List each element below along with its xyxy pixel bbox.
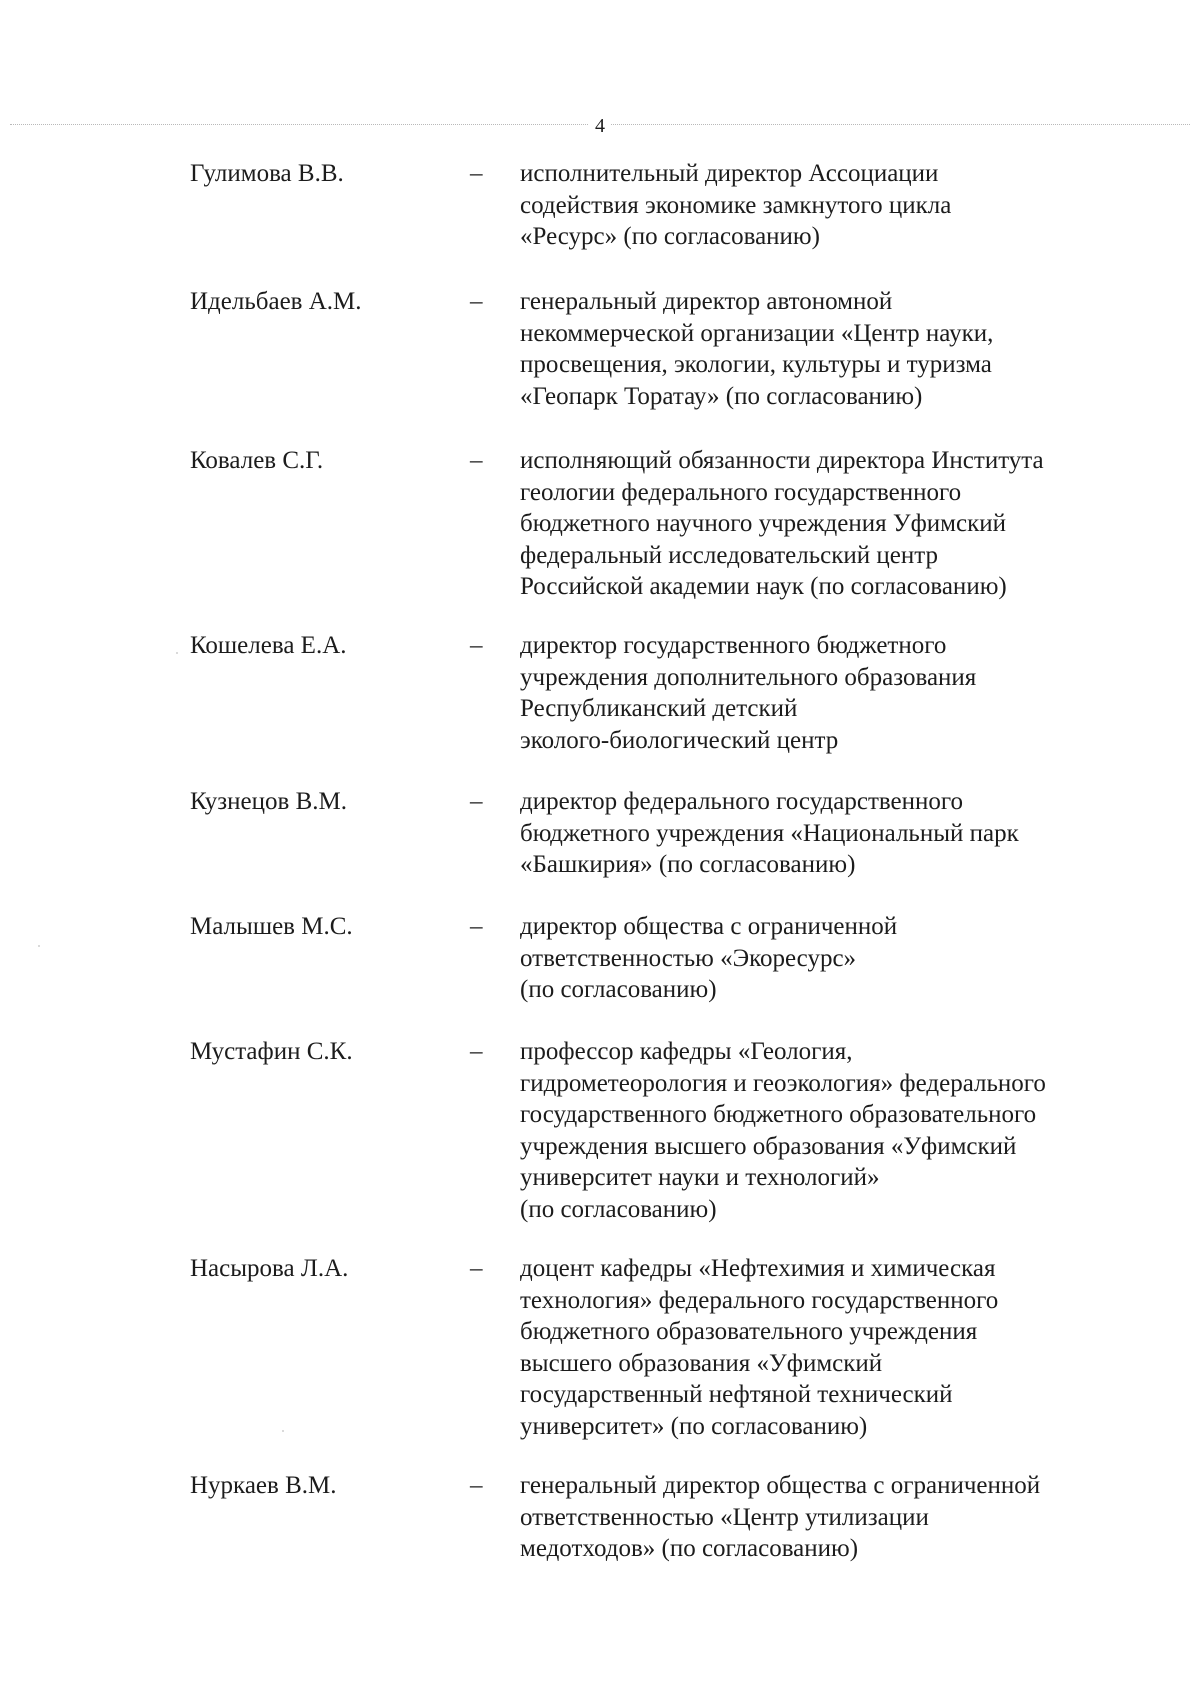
member-role-line: эколого-биологический центр [520,726,839,754]
member-name: Ковалев С.Г. [190,447,324,474]
member-role-line: директор государственного бюджетного [520,632,947,659]
member-role [520,1253,1120,1442]
member-role-line: гидрометеорология и геоэкология» федерального [520,1069,1046,1097]
member-role-line: просвещения, экологии, культуры и туризма [520,351,992,378]
member-dash: – [470,160,483,187]
member-role-line: ответственностью «Центр утилизации [520,1503,929,1531]
member-role-line: ответственностью «Экоресурс» [520,944,857,972]
member-role [520,630,1120,756]
member-role-line: федеральный исследовательский центр [520,541,938,569]
member-role-line: директор общества с ограниченной [520,913,898,940]
member-role-line: государственный нефтяной технический [520,1381,953,1408]
member-role-line: учреждения высшего образования «Уфимский [520,1132,1017,1160]
member-name: Идельбаев А.М. [190,288,362,315]
member-role-line: исполняющий обязанности директора Института [520,447,1044,474]
member-role-line: генеральный директор общества с ограниченной [520,1472,1041,1499]
member-role-line: (по согласованию) [520,1195,717,1223]
member-role-line: Российской академии наук (по согласованию) [520,573,1007,600]
member-role-line: бюджетного образовательного учреждения [520,1318,978,1345]
member-role [520,158,1120,253]
page-number-text: 4 [589,115,611,137]
member-role-line: доцент кафедры «Нефтехимия и химическая [520,1255,996,1282]
member-role-line: государственного бюджетного образовательного [520,1101,1037,1128]
scan-speck [282,1430,284,1432]
member-dash: – [470,1472,483,1499]
member-role-line: учреждения дополнительного образования [520,663,977,691]
member-role-line: Республиканский детский [520,695,798,722]
member-name: Насырова Л.А. [190,1255,349,1282]
member-dash: – [470,288,483,315]
member-name: Мустафин С.К. [190,1038,353,1065]
member-role-line: университет науки и технологий» [520,1164,880,1191]
member-role-line: профессор кафедры «Геология, [520,1038,853,1065]
member-name: Кузнецов В.М. [190,788,347,815]
member-role-line: «Ресурс» (по согласованию) [520,223,820,250]
scan-speck [38,945,40,947]
member-role-line: некоммерческой организации «Центр науки, [520,319,994,347]
member-name: Малышев М.С. [190,913,353,940]
member-role-line: «Башкирия» (по согласованию) [520,851,856,878]
member-role-line: (по согласованию) [520,976,717,1003]
member-name: Кошелева Е.А. [190,632,347,659]
member-role-line: бюджетного учреждения «Национальный парк [520,819,1019,847]
scan-speck [176,652,178,654]
member-role-line: «Геопарк Торатау» (по согласованию) [520,382,923,410]
member-role [520,786,1120,881]
member-role-line: геологии федерального государственного [520,478,962,506]
member-dash: – [470,447,483,474]
member-dash: – [470,913,483,940]
member-role [520,286,1120,412]
member-dash: – [470,1038,483,1065]
member-role [520,1036,1120,1225]
member-dash: – [470,788,483,815]
member-role-line: содействия экономике замкнутого цикла [520,191,952,219]
member-name: Гулимова В.В. [190,160,344,187]
page-number [0,114,1200,138]
member-role-line: медотходов» (по согласованию) [520,1535,859,1562]
member-role [520,911,1120,1006]
member-dash: – [470,632,483,659]
member-role-line: технология» федерального государственного [520,1286,999,1314]
member-role [520,445,1120,603]
member-role-line: директор федерального государственного [520,788,964,815]
member-role-line: генеральный директор автономной [520,288,893,315]
member-role-line: высшего образования «Уфимский [520,1349,883,1377]
member-role [520,1470,1120,1565]
member-dash: – [470,1255,483,1282]
member-role-line: исполнительный директор Ассоциации [520,160,939,187]
member-role-line: университет» (по согласованию) [520,1412,868,1440]
member-name: Нуркаев В.М. [190,1472,337,1499]
member-role-line: бюджетного научного учреждения Уфимский [520,510,1006,537]
